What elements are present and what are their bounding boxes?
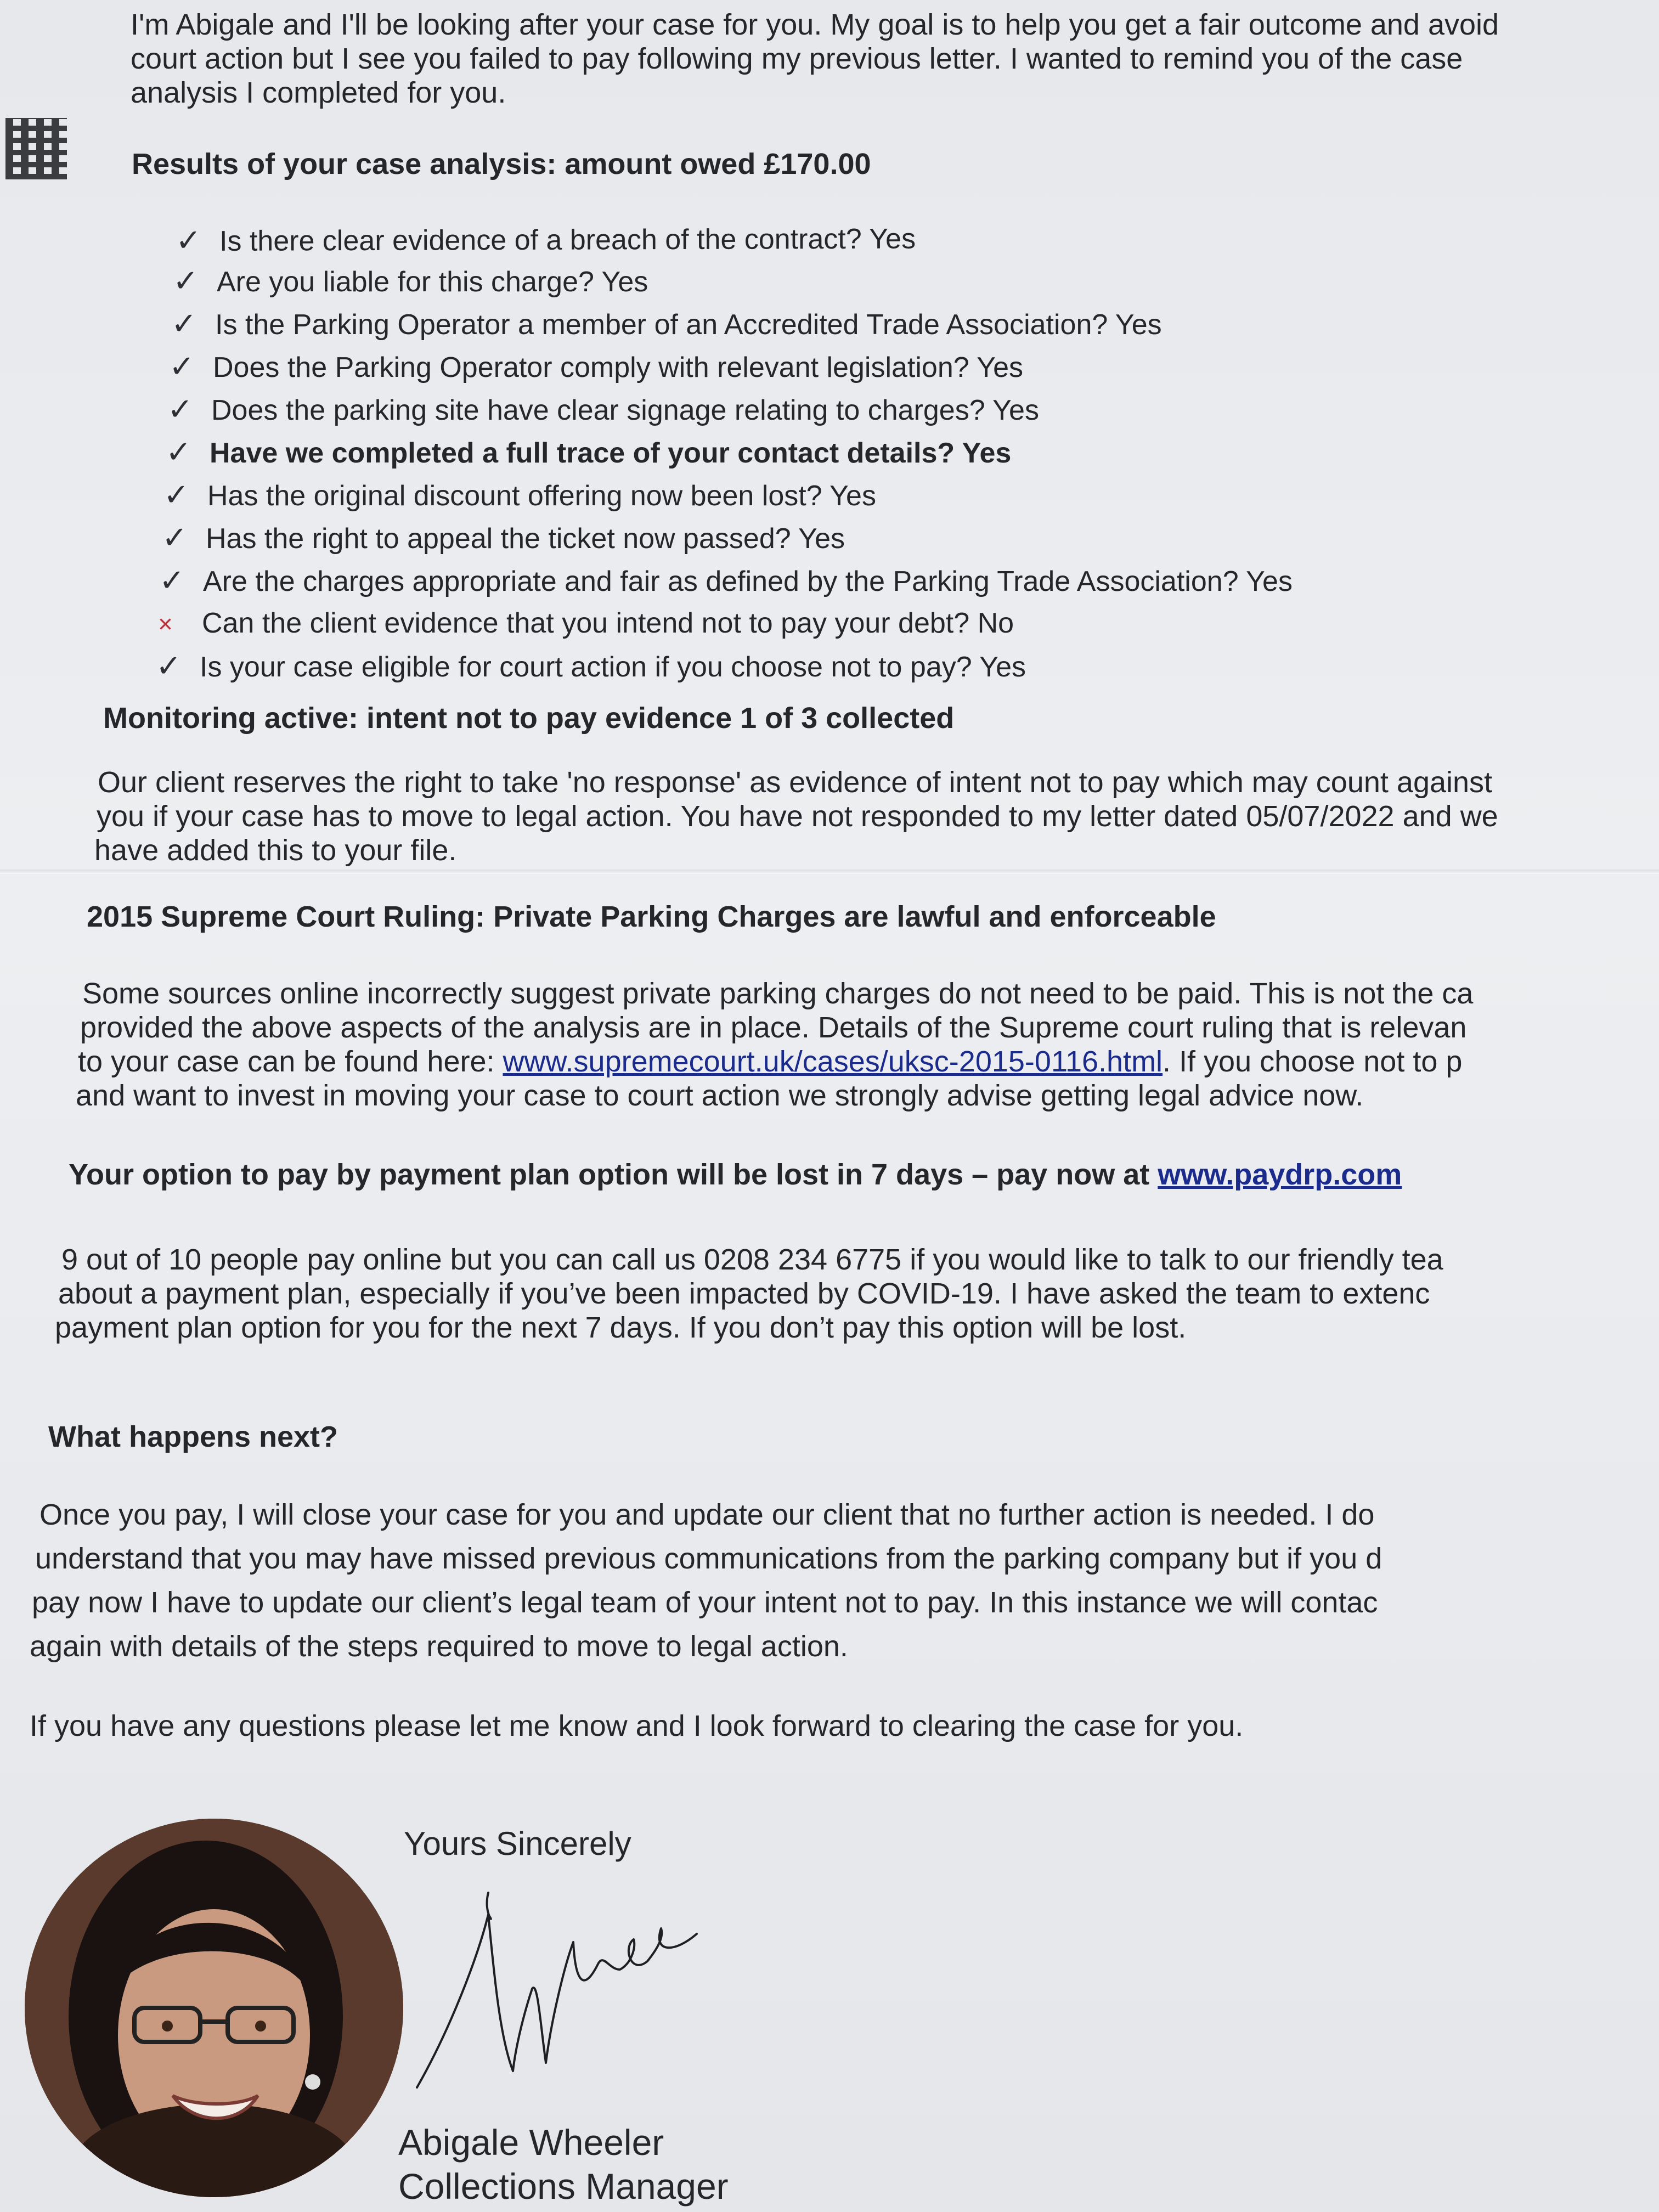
checklist-item-text: Is there clear evidence of a breach of the contract? Yes <box>219 223 916 257</box>
check-icon: ✓ <box>167 392 193 426</box>
checklist-item <box>167 388 1492 431</box>
ruling-line-3 <box>78 1045 1462 1079</box>
cross-icon: × <box>158 610 173 638</box>
check-icon: ✓ <box>163 477 189 512</box>
check-icon: ✓ <box>156 648 182 683</box>
check-icon: ✓ <box>169 349 195 383</box>
next-line-4: again with details of the steps required to move to legal action. <box>30 1630 848 1663</box>
ruling-heading: 2015 Supreme Court Ruling: Private Parking Charges are lawful and enforceable <box>87 900 1216 933</box>
qr-code <box>5 118 67 179</box>
signature <box>400 1882 708 2101</box>
ruling-line-3-tail: . If you choose not to p <box>1163 1045 1463 1078</box>
checklist-item-text: Is the Parking Operator a member of an Accredited Trade Association? Yes <box>215 309 1162 341</box>
ruling-line-1: Some sources online incorrectly suggest private parking charges do not need to be paid. This is not the ca <box>82 977 1474 1010</box>
payment-heading-text: Your option to pay by payment plan option will be lost in 7 days – pay now at <box>69 1158 1158 1191</box>
monitoring-line-1: Our client reserves the right to take 'no response' as evidence of intent not to pay which may count against <box>98 766 1493 799</box>
checklist-item-text: Has the right to appeal the ticket now passed? Yes <box>206 523 845 555</box>
avatar <box>25 1819 403 2197</box>
checklist-item-text: Have we completed a full trace of your contact details? Yes <box>210 437 1012 469</box>
checklist-item <box>173 259 1492 302</box>
next-line-2: understand that you may have missed previous communications from the parking company but if you d <box>35 1542 1383 1575</box>
monitoring-heading: Monitoring active: intent not to pay evidence 1 of 3 collected <box>103 702 955 735</box>
check-icon: ✓ <box>159 563 185 597</box>
next-heading: What happens next? <box>48 1420 338 1453</box>
checklist-item-text: Can the client evidence that you intend not to pay your debt? No <box>202 607 1014 639</box>
intro-line-3: analysis I completed for you. <box>131 76 506 109</box>
checklist-item <box>176 215 1492 262</box>
monitoring-line-3: have added this to your file. <box>94 834 457 867</box>
checklist-item <box>171 302 1492 345</box>
paydrp-link[interactable]: www.paydrp.com <box>1158 1158 1402 1191</box>
checklist-item <box>162 516 1492 559</box>
ruling-line-2: provided the above aspects of the analysis are in place. Details of the Supreme court ruling that is relevan <box>80 1011 1467 1044</box>
checklist-item <box>166 431 1492 473</box>
signatory-name: Abigale Wheeler <box>398 2122 664 2163</box>
paper-fold <box>0 870 1659 874</box>
checklist-item-text: Are the charges appropriate and fair as defined by the Parking Trade Association? Yes <box>203 566 1293 597</box>
intro-line-1: I'm Abigale and I'll be looking after your case for you. My goal is to help you get a fair outcome and avoid <box>131 8 1499 41</box>
check-icon: ✓ <box>171 306 197 341</box>
salutation: Yours Sincerely <box>404 1825 631 1862</box>
check-icon: ✓ <box>173 263 199 298</box>
monitoring-line-2: you if your case has to move to legal action. You have not responded to my letter dated 05/07/2022 and we <box>97 800 1498 833</box>
ruling-line-4: and want to invest in moving your case to court action we strongly advise getting legal advice now. <box>76 1079 1364 1112</box>
checklist-item <box>156 645 1492 687</box>
next-line-1: Once you pay, I will close your case for you and update our client that no further action is needed. I do <box>40 1498 1375 1531</box>
analysis-heading: Results of your case analysis: amount owed £170.00 <box>132 148 871 180</box>
checklist-item <box>169 345 1492 388</box>
checklist-item <box>163 473 1492 516</box>
payment-line-1: 9 out of 10 people pay online but you can call us 0208 234 6775 if you would like to talk to our friendly tea <box>61 1243 1443 1276</box>
checklist-item-text: Is your case eligible for court action if you choose not to pay? Yes <box>200 651 1026 683</box>
closing-line: If you have any questions please let me know and I look forward to clearing the case for you. <box>30 1709 1244 1742</box>
portrait-icon <box>25 1819 403 2197</box>
checklist-item-text: Does the Parking Operator comply with relevant legislation? Yes <box>213 352 1024 383</box>
supreme-court-link[interactable]: www.supremecourt.uk/cases/uksc-2015-0116.html <box>503 1045 1163 1078</box>
payment-line-3: payment plan option for you for the next 7 days. If you don’t pay this option will be lost. <box>55 1311 1187 1344</box>
check-icon: ✓ <box>175 223 202 258</box>
checklist-item-text: Does the parking site have clear signage relating to charges? Yes <box>211 394 1039 426</box>
analysis-checklist <box>156 217 1492 687</box>
checklist-item-text: Has the original discount offering now been lost? Yes <box>207 480 876 512</box>
signatory-title: Collections Manager <box>398 2166 729 2207</box>
checklist-item <box>158 602 1492 645</box>
check-icon: ✓ <box>162 520 188 555</box>
ruling-line-3-text: to your case can be found here: <box>78 1045 503 1078</box>
payment-line-2: about a payment plan, especially if you’ve been impacted by COVID-19. I have asked the team to extenc <box>58 1277 1430 1310</box>
payment-heading <box>69 1158 1402 1192</box>
checklist-item-text: Are you liable for this charge? Yes <box>217 266 648 298</box>
next-line-3: pay now I have to update our client’s legal team of your intent not to pay. In this instance we will contac <box>32 1586 1378 1619</box>
check-icon: ✓ <box>166 435 191 469</box>
intro-line-2: court action but I see you failed to pay following my previous letter. I wanted to remind you of the case <box>131 42 1463 75</box>
checklist-item <box>159 559 1492 602</box>
